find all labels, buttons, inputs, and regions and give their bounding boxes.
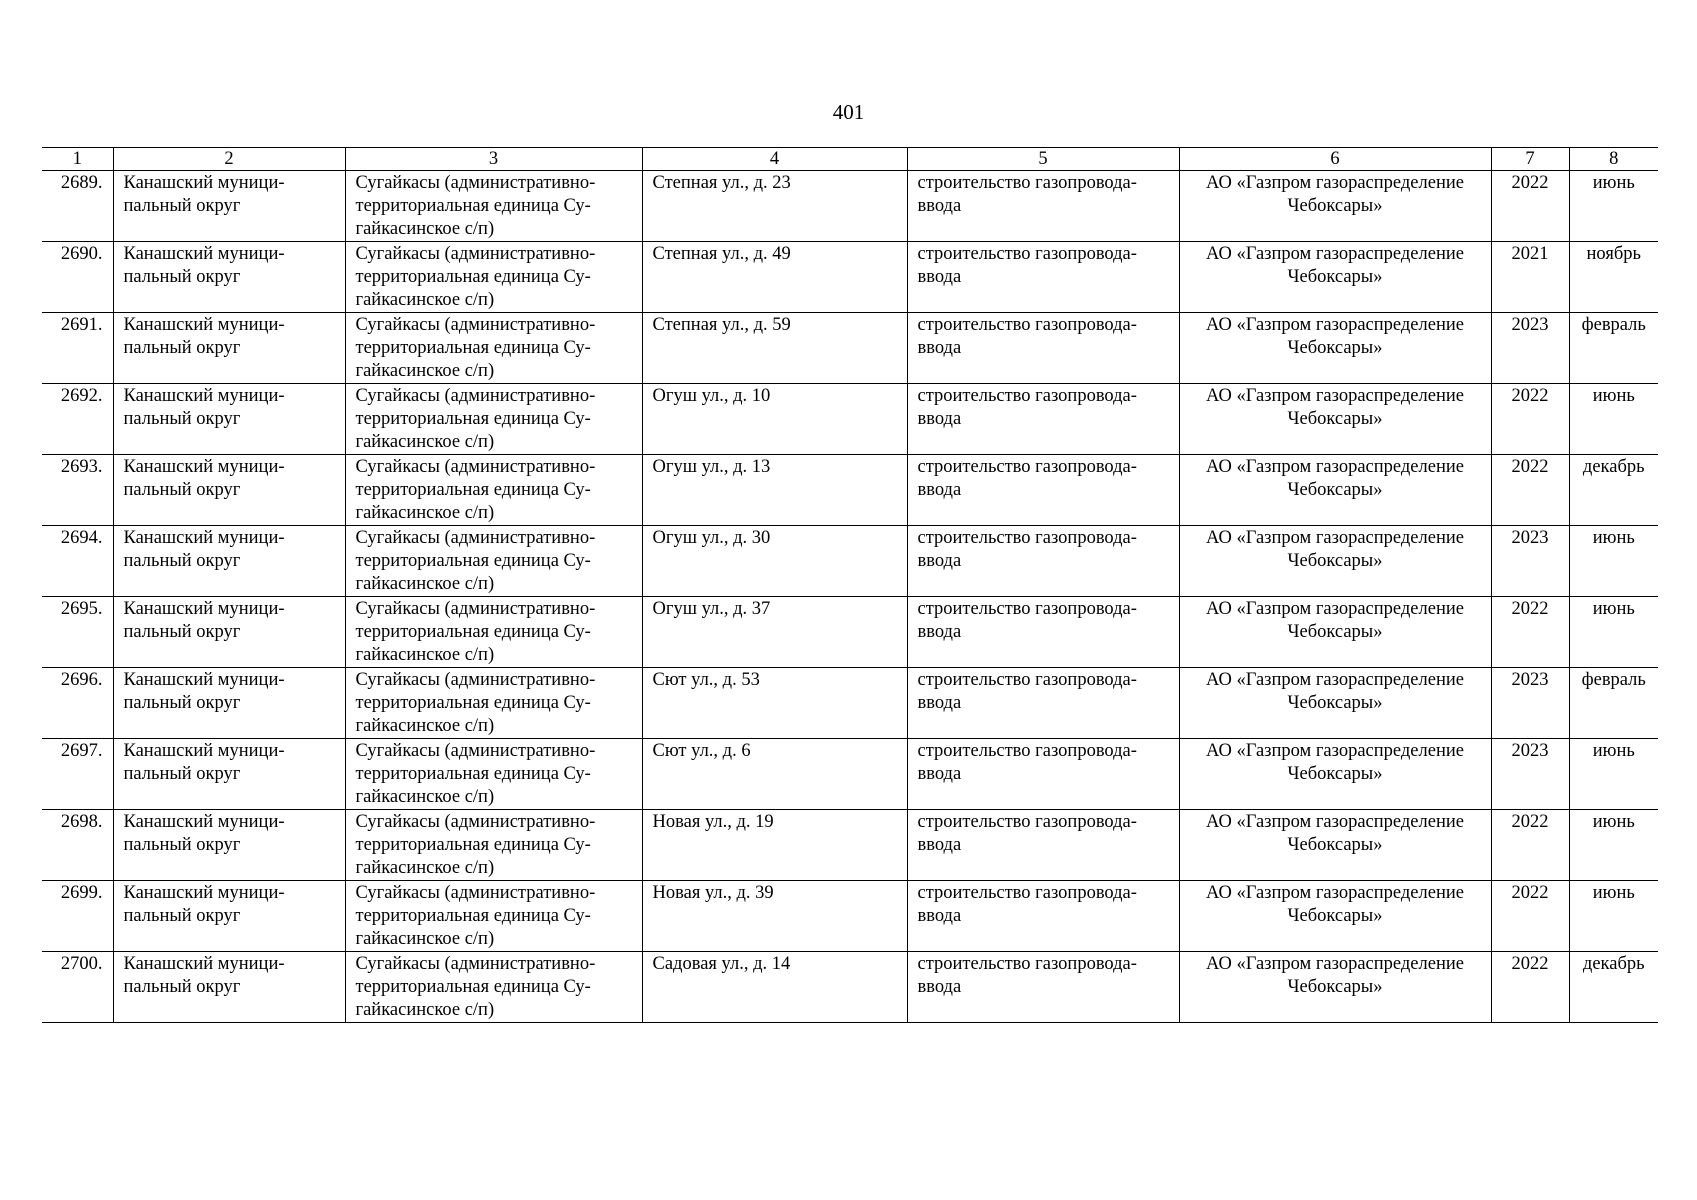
work-type-cell: [907, 597, 1179, 668]
municipal-district-cell: [113, 171, 345, 242]
address-cell: Сют ул., д. 53: [642, 668, 907, 739]
work-type-line: ввода: [917, 409, 962, 429]
locality-line: Сугайкасы (административно-: [355, 670, 596, 690]
table-row: [42, 597, 1658, 668]
row-number: 2692.: [42, 384, 113, 455]
month-cell: июнь: [1569, 384, 1658, 455]
locality-line: территориальная единица Су-: [355, 480, 591, 500]
work-type-line: ввода: [917, 622, 962, 642]
address-cell: Огуш ул., д. 37: [642, 597, 907, 668]
column-header: 6: [1179, 148, 1491, 171]
column-header: 2: [113, 148, 345, 171]
table-row: [42, 810, 1658, 881]
locality-line: гайкасинское с/п): [355, 219, 495, 239]
year-cell: 2021: [1491, 242, 1569, 313]
locality-line: гайкасинское с/п): [355, 503, 495, 523]
work-type-line: ввода: [917, 835, 962, 855]
work-type-cell: [907, 952, 1179, 1023]
work-type-line: строительство газопровода-: [917, 528, 1137, 548]
column-header: 8: [1569, 148, 1658, 171]
locality-cell: [345, 242, 642, 313]
work-type-cell: [907, 242, 1179, 313]
month-cell: июнь: [1569, 810, 1658, 881]
row-number: 2691.: [42, 313, 113, 384]
work-type-cell: [907, 384, 1179, 455]
organization-line: Чебоксары»: [1287, 764, 1383, 784]
organization-cell: [1179, 668, 1491, 739]
row-number: 2700.: [42, 952, 113, 1023]
work-type-line: строительство газопровода-: [917, 315, 1137, 335]
row-number: 2693.: [42, 455, 113, 526]
row-number: 2694.: [42, 526, 113, 597]
work-type-line: строительство газопровода-: [917, 386, 1137, 406]
organization-line: Чебоксары»: [1287, 906, 1383, 926]
row-number: 2690.: [42, 242, 113, 313]
locality-cell: [345, 597, 642, 668]
locality-cell: [345, 455, 642, 526]
organization-line: Чебоксары»: [1287, 551, 1383, 571]
locality-line: гайкасинское с/п): [355, 361, 495, 381]
work-type-line: ввода: [917, 906, 962, 926]
year-cell: 2023: [1491, 668, 1569, 739]
table-row: [42, 739, 1658, 810]
work-type-line: строительство газопровода-: [917, 173, 1137, 193]
month-cell: декабрь: [1569, 455, 1658, 526]
address-cell: Сют ул., д. 6: [642, 739, 907, 810]
municipal-district-cell: [113, 952, 345, 1023]
address-cell: Степная ул., д. 49: [642, 242, 907, 313]
district-line: пальный округ: [123, 835, 241, 855]
organization-cell: [1179, 739, 1491, 810]
column-header: 7: [1491, 148, 1569, 171]
column-header: 1: [42, 148, 113, 171]
year-cell: 2023: [1491, 739, 1569, 810]
organization-cell: [1179, 455, 1491, 526]
district-line: Канашский муници-: [123, 457, 285, 477]
organization-cell: [1179, 242, 1491, 313]
locality-cell: [345, 881, 642, 952]
month-cell: декабрь: [1569, 952, 1658, 1023]
district-line: Канашский муници-: [123, 812, 285, 832]
locality-line: территориальная единица Су-: [355, 622, 591, 642]
month-cell: июнь: [1569, 881, 1658, 952]
locality-line: территориальная единица Су-: [355, 267, 591, 287]
district-line: Канашский муници-: [123, 386, 285, 406]
district-line: Канашский муници-: [123, 244, 285, 264]
locality-line: Сугайкасы (административно-: [355, 315, 596, 335]
district-line: Канашский муници-: [123, 670, 285, 690]
work-type-line: ввода: [917, 693, 962, 713]
year-cell: 2022: [1491, 455, 1569, 526]
work-type-line: ввода: [917, 196, 962, 216]
column-header: 4: [642, 148, 907, 171]
organization-cell: [1179, 952, 1491, 1023]
work-type-line: строительство газопровода-: [917, 741, 1137, 761]
district-line: пальный округ: [123, 480, 241, 500]
organization-line: Чебоксары»: [1287, 977, 1383, 997]
table-row: [42, 171, 1658, 242]
organization-line: АО «Газпром газораспределение: [1206, 599, 1464, 619]
organization-line: АО «Газпром газораспределение: [1206, 528, 1464, 548]
organization-line: Чебоксары»: [1287, 267, 1383, 287]
organization-line: Чебоксары»: [1287, 693, 1383, 713]
municipal-district-cell: [113, 668, 345, 739]
district-line: пальный округ: [123, 764, 241, 784]
locality-line: территориальная единица Су-: [355, 196, 591, 216]
work-type-line: строительство газопровода-: [917, 244, 1137, 264]
locality-line: Сугайкасы (административно-: [355, 386, 596, 406]
organization-line: Чебоксары»: [1287, 409, 1383, 429]
organization-line: Чебоксары»: [1287, 480, 1383, 500]
locality-cell: [345, 810, 642, 881]
organization-line: АО «Газпром газораспределение: [1206, 386, 1464, 406]
organization-line: АО «Газпром газораспределение: [1206, 741, 1464, 761]
locality-line: гайкасинское с/п): [355, 432, 495, 452]
work-type-line: строительство газопровода-: [917, 457, 1137, 477]
locality-cell: [345, 171, 642, 242]
table-row: [42, 668, 1658, 739]
table-row: [42, 242, 1658, 313]
organization-line: АО «Газпром газораспределение: [1206, 457, 1464, 477]
work-type-line: ввода: [917, 977, 962, 997]
district-line: пальный округ: [123, 196, 241, 216]
locality-cell: [345, 526, 642, 597]
municipal-district-cell: [113, 313, 345, 384]
work-type-cell: [907, 526, 1179, 597]
table-row: [42, 313, 1658, 384]
table-row: [42, 384, 1658, 455]
locality-line: Сугайкасы (административно-: [355, 812, 596, 832]
organization-cell: [1179, 526, 1491, 597]
work-type-cell: [907, 881, 1179, 952]
month-cell: июнь: [1569, 526, 1658, 597]
address-cell: Огуш ул., д. 30: [642, 526, 907, 597]
row-number: 2695.: [42, 597, 113, 668]
municipal-district-cell: [113, 384, 345, 455]
year-cell: 2022: [1491, 952, 1569, 1023]
row-number: 2689.: [42, 171, 113, 242]
locality-line: территориальная единица Су-: [355, 409, 591, 429]
locality-line: территориальная единица Су-: [355, 338, 591, 358]
municipal-district-cell: [113, 810, 345, 881]
month-cell: июнь: [1569, 597, 1658, 668]
locality-line: Сугайкасы (административно-: [355, 173, 596, 193]
row-number: 2697.: [42, 739, 113, 810]
organization-line: АО «Газпром газораспределение: [1206, 244, 1464, 264]
organization-line: АО «Газпром газораспределение: [1206, 173, 1464, 193]
organization-line: Чебоксары»: [1287, 338, 1383, 358]
locality-line: гайкасинское с/п): [355, 574, 495, 594]
work-type-cell: [907, 668, 1179, 739]
year-cell: 2023: [1491, 313, 1569, 384]
year-cell: 2023: [1491, 526, 1569, 597]
organization-line: Чебоксары»: [1287, 835, 1383, 855]
organization-line: АО «Газпром газораспределение: [1206, 883, 1464, 903]
locality-line: гайкасинское с/п): [355, 858, 495, 878]
municipal-district-cell: [113, 881, 345, 952]
locality-line: Сугайкасы (административно-: [355, 457, 596, 477]
table-row: [42, 952, 1658, 1023]
work-type-cell: [907, 313, 1179, 384]
locality-line: Сугайкасы (административно-: [355, 883, 596, 903]
district-line: Канашский муници-: [123, 315, 285, 335]
locality-line: Сугайкасы (административно-: [355, 528, 596, 548]
locality-line: гайкасинское с/п): [355, 929, 495, 949]
organization-cell: [1179, 597, 1491, 668]
address-cell: Огуш ул., д. 13: [642, 455, 907, 526]
month-cell: июнь: [1569, 171, 1658, 242]
year-cell: 2022: [1491, 810, 1569, 881]
locality-line: территориальная единица Су-: [355, 551, 591, 571]
work-type-line: строительство газопровода-: [917, 954, 1137, 974]
district-line: пальный округ: [123, 267, 241, 287]
organization-cell: [1179, 384, 1491, 455]
district-line: пальный округ: [123, 622, 241, 642]
month-cell: февраль: [1569, 668, 1658, 739]
locality-line: Сугайкасы (административно-: [355, 244, 596, 264]
row-number: 2699.: [42, 881, 113, 952]
locality-line: территориальная единица Су-: [355, 835, 591, 855]
locality-cell: [345, 313, 642, 384]
district-line: пальный округ: [123, 906, 241, 926]
address-cell: Степная ул., д. 59: [642, 313, 907, 384]
district-line: Канашский муници-: [123, 599, 285, 619]
municipal-district-cell: [113, 526, 345, 597]
district-line: пальный округ: [123, 977, 241, 997]
row-number: 2698.: [42, 810, 113, 881]
locality-line: гайкасинское с/п): [355, 290, 495, 310]
locality-cell: [345, 668, 642, 739]
locality-line: Сугайкасы (административно-: [355, 954, 596, 974]
column-header: 3: [345, 148, 642, 171]
work-type-line: строительство газопровода-: [917, 599, 1137, 619]
locality-line: Сугайкасы (административно-: [355, 599, 596, 619]
locality-line: территориальная единица Су-: [355, 977, 591, 997]
organization-line: АО «Газпром газораспределение: [1206, 954, 1464, 974]
work-type-line: ввода: [917, 480, 962, 500]
district-line: пальный округ: [123, 551, 241, 571]
month-cell: июнь: [1569, 739, 1658, 810]
work-type-cell: [907, 810, 1179, 881]
work-type-cell: [907, 455, 1179, 526]
work-type-line: ввода: [917, 267, 962, 287]
work-type-line: ввода: [917, 551, 962, 571]
year-cell: 2022: [1491, 171, 1569, 242]
district-line: Канашский муници-: [123, 954, 285, 974]
locality-line: гайкасинское с/п): [355, 1000, 495, 1020]
organization-cell: [1179, 171, 1491, 242]
work-type-line: ввода: [917, 764, 962, 784]
work-type-line: строительство газопровода-: [917, 883, 1137, 903]
locality-line: территориальная единица Су-: [355, 693, 591, 713]
organization-cell: [1179, 810, 1491, 881]
organization-line: Чебоксары»: [1287, 196, 1383, 216]
page-number: 401: [832, 100, 865, 124]
locality-cell: [345, 952, 642, 1023]
locality-line: гайкасинское с/п): [355, 645, 495, 665]
column-header: 5: [907, 148, 1179, 171]
district-line: пальный округ: [123, 338, 241, 358]
year-cell: 2022: [1491, 597, 1569, 668]
municipal-district-cell: [113, 455, 345, 526]
address-cell: Новая ул., д. 39: [642, 881, 907, 952]
locality-line: гайкасинское с/п): [355, 716, 495, 736]
locality-line: Сугайкасы (административно-: [355, 741, 596, 761]
work-type-line: строительство газопровода-: [917, 670, 1137, 690]
municipal-district-cell: [113, 597, 345, 668]
work-type-line: ввода: [917, 338, 962, 358]
locality-cell: [345, 384, 642, 455]
column-number-header-row: [42, 148, 1658, 171]
locality-line: гайкасинское с/п): [355, 787, 495, 807]
organization-line: Чебоксары»: [1287, 622, 1383, 642]
district-line: Канашский муници-: [123, 883, 285, 903]
municipal-district-cell: [113, 739, 345, 810]
district-line: Канашский муници-: [123, 173, 285, 193]
year-cell: 2022: [1491, 881, 1569, 952]
work-type-cell: [907, 739, 1179, 810]
row-number: 2696.: [42, 668, 113, 739]
district-line: пальный округ: [123, 693, 241, 713]
organization-line: АО «Газпром газораспределение: [1206, 670, 1464, 690]
district-line: Канашский муници-: [123, 528, 285, 548]
work-type-line: строительство газопровода-: [917, 812, 1137, 832]
address-cell: Степная ул., д. 23: [642, 171, 907, 242]
locality-line: территориальная единица Су-: [355, 764, 591, 784]
table-row: [42, 455, 1658, 526]
organization-cell: [1179, 313, 1491, 384]
month-cell: ноябрь: [1569, 242, 1658, 313]
organization-cell: [1179, 881, 1491, 952]
district-line: пальный округ: [123, 409, 241, 429]
year-cell: 2022: [1491, 384, 1569, 455]
address-cell: Новая ул., д. 19: [642, 810, 907, 881]
work-type-cell: [907, 171, 1179, 242]
locality-line: территориальная единица Су-: [355, 906, 591, 926]
district-line: Канашский муници-: [123, 741, 285, 761]
address-cell: Огуш ул., д. 10: [642, 384, 907, 455]
municipal-district-cell: [113, 242, 345, 313]
locality-cell: [345, 739, 642, 810]
table-row: [42, 526, 1658, 597]
gasification-schedule-table: [42, 147, 1658, 1023]
organization-line: АО «Газпром газораспределение: [1206, 812, 1464, 832]
address-cell: Садовая ул., д. 14: [642, 952, 907, 1023]
organization-line: АО «Газпром газораспределение: [1206, 315, 1464, 335]
month-cell: февраль: [1569, 313, 1658, 384]
table-row: [42, 881, 1658, 952]
